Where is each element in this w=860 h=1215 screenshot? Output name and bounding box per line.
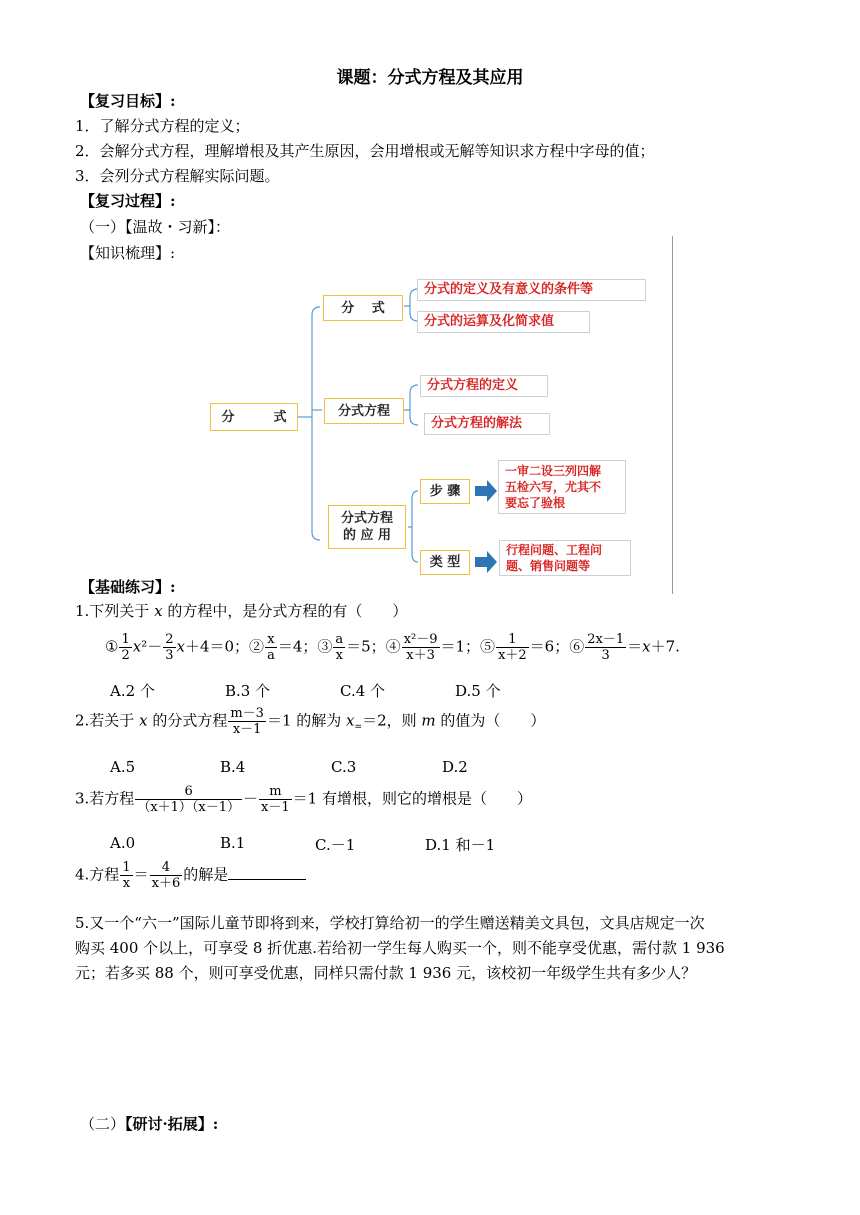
section-2-number: （二） [80, 1115, 126, 1133]
q4-text: 4.方程 [75, 865, 120, 884]
mindmap-type-label: 类 型 [420, 550, 470, 575]
section-1-heading: （一）【温故・习新】： [80, 218, 231, 236]
q2-text: ＝2，则 [362, 711, 422, 730]
mindmap-item: 分式方程的解法 [424, 413, 550, 435]
q4-denominator: x＋6 [151, 876, 181, 891]
q3-denominator: x－1 [261, 800, 290, 815]
q3-option-a: A.0 [110, 834, 136, 852]
type-line: 行程问题、工程问 [506, 543, 603, 557]
q1-stem [75, 600, 407, 621]
q5-line-3: 元；若多买 88 个，则可享受优惠，同样只需付款 1 936 元，该校初一年级学生共有多少人？ [75, 964, 697, 982]
q4-denominator: x [122, 876, 131, 891]
goal-1: 1．了解分式方程的定义； [75, 117, 250, 135]
q2-numerator: m－3 [230, 706, 264, 721]
q2-option-b: B.4 [220, 758, 246, 776]
q2-text: 2.若关于 [75, 711, 140, 730]
section-2-heading [80, 1113, 218, 1134]
mindmap-item: 分式的定义及有意义的条件等 [417, 279, 646, 301]
mindmap-branch-application-line1: 分式方程 [340, 511, 393, 526]
step-line: 要忘了验根 [505, 496, 566, 510]
q4-answer-blank[interactable] [228, 865, 306, 880]
q3-text: ＝1 有增根，则它的增根是（ ） [292, 789, 532, 808]
step-line: 一审二设三列四解 [505, 464, 602, 478]
q2-text: ＝1 的解为 [266, 711, 347, 730]
goal-3: 3．会列分式方程解实际问题。 [75, 167, 280, 185]
mindmap-branch-application [328, 505, 406, 549]
section-2-title: 【研讨·拓展】: [125, 1115, 219, 1133]
q5-line-1: 5.又一个“六一”国际儿童节即将到来，学校打算给初一的学生赠送精美文具包，文具店规定一次 [75, 914, 705, 932]
q3-text: 3.若方程 [75, 789, 135, 808]
process-heading: 【复习过程】: [80, 192, 176, 210]
q2-text: 的分式方程 [147, 711, 228, 730]
q2-option-c: C.3 [331, 758, 357, 776]
step-line: 五检六写，尤其不 [505, 480, 602, 494]
q3-option-b: B.1 [220, 834, 246, 852]
q2-var: x [139, 711, 148, 730]
q1-text: 的方程中，是分式方程的有（ ） [162, 602, 408, 620]
mindmap-root: 分 式 [210, 403, 298, 431]
q4-equals: ＝ [133, 865, 149, 884]
q2-option-a: A.5 [110, 758, 136, 776]
q2-option-d: D.2 [442, 758, 468, 776]
q2-m: m [421, 711, 436, 730]
mindmap-step-text [498, 460, 626, 514]
q1-var: x [154, 602, 163, 620]
q2-stem [75, 706, 545, 737]
mindmap-step-label: 步 骤 [420, 479, 470, 504]
q1-text: 1.下列关于 [75, 602, 155, 620]
page-title: 课题：分式方程及其应用 [336, 68, 524, 88]
q1-option-c: C.4 个 [340, 682, 386, 700]
q3-denominator: （x＋1）（x－1） [137, 800, 241, 815]
goal-2: 2．会解分式方程，理解增根及其产生原因，会用增根或无解等知识求方程中字母的值； [75, 142, 655, 160]
q3-stem [75, 784, 532, 815]
mindmap-type-text [499, 540, 631, 576]
q4-stem [75, 860, 306, 891]
q2-text: 的值为（ ） [435, 711, 546, 730]
q4-numerator: 4 [150, 860, 183, 876]
q3-numerator: m [259, 784, 292, 800]
q4-text: 的解是 [183, 865, 229, 884]
type-line: 题、销售问题等 [506, 559, 591, 573]
arrow-icon [475, 480, 497, 573]
mindmap-branch-application-line2: 的 应 用 [342, 528, 392, 543]
mindmap-item: 分式方程的定义 [420, 375, 548, 397]
q1-option-b: B.3 个 [225, 682, 271, 700]
q5-line-2: 购买 400 个以上，可享受 8 折优惠.若给初一学生每人购买一个，则不能享受优惠，需付款 1 936 [75, 939, 725, 957]
q1-option-d: D.5 个 [455, 682, 501, 700]
mindmap-branch-fraction: 分 式 [323, 295, 403, 321]
q1-equations: ① $\frac{1}{2}$ x²－ $\frac{2}{3}$ x＋4＝0；② $\frac{x}{a}$ ＝4；③ $\frac{a}{x}$ ＝5；④ $\frac{\text{x²－9}}{x+3}$ ＝1；⑤ $\frac{1}{x+2}$ ＝6；⑥ $\frac{2x-1}{3}$ ＝x＋7. [105, 632, 680, 663]
basic-heading: 【基础练习】: [80, 578, 176, 596]
q1-option-a: A.2 个 [110, 682, 155, 700]
q3-numerator: 6 [135, 784, 242, 800]
q2-solution-var: x [346, 711, 355, 730]
mindmap-branch-equation: 分式方程 [324, 398, 404, 424]
knowledge-heading: 【知识梳理】: [80, 244, 176, 262]
q2-denominator: x－1 [232, 722, 262, 737]
goals-heading: 【复习目标】: [80, 92, 176, 110]
q3-minus: － [243, 789, 259, 808]
q4-numerator: 1 [122, 860, 131, 875]
q2-subscript: = [354, 722, 363, 733]
q3-option-d: D.1 和－1 [425, 836, 496, 854]
mindmap-item: 分式的运算及化简求值 [417, 311, 590, 333]
q3-option-c: C.－1 [315, 836, 356, 854]
